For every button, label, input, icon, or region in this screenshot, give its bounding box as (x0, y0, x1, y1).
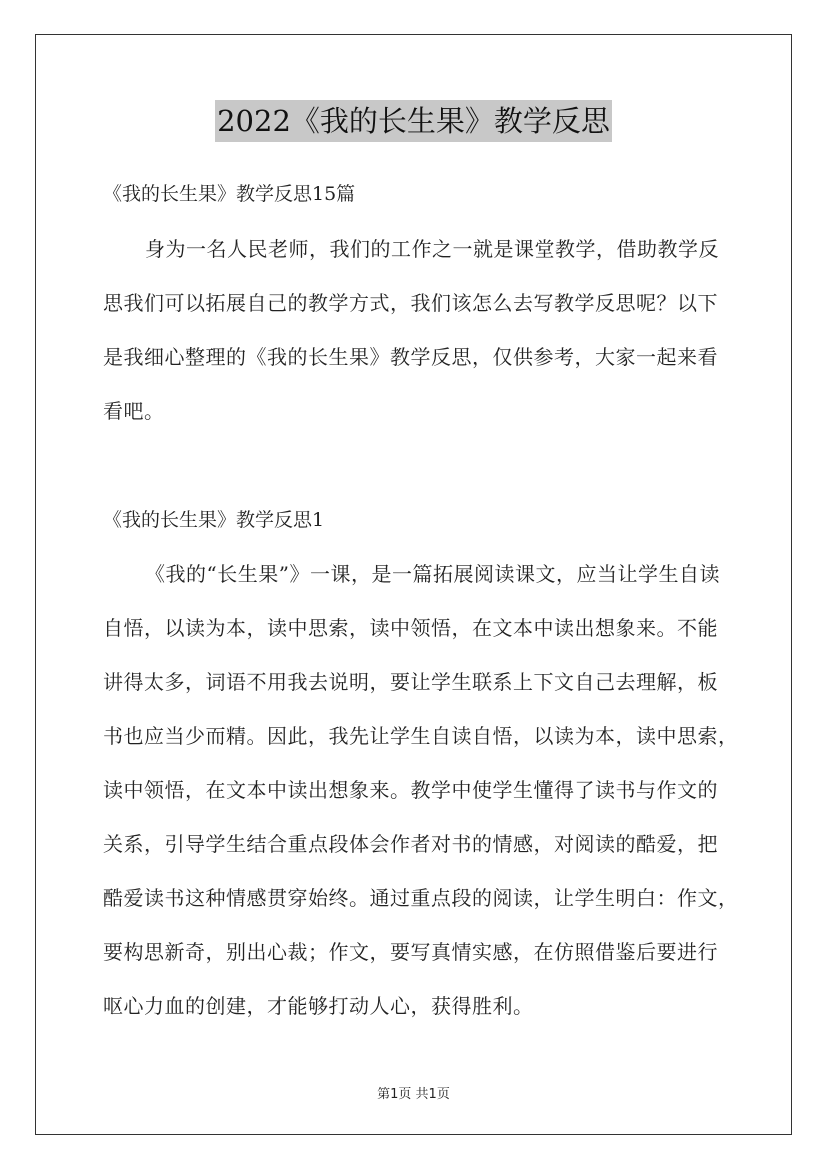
intro-line: 思我们可以拓展自己的教学方式，我们该怎么去写教学反思呢？以下 (103, 291, 718, 315)
document-title: 2022《我的长生果》教学反思 (215, 100, 612, 142)
body-line: 酷爱读书这种情感贯穿始终。通过重点段的阅读，让学生明白：作文， (103, 886, 739, 910)
body-line: 要构思新奇，别出心裁；作文，要写真情实感，在仿照借鉴后要进行 (103, 940, 718, 964)
body-line: 读中领悟，在文本中读出想象来。教学中使学生懂得了读书与作文的 (103, 778, 718, 802)
body-line: 书也应当少而精。因此，我先让学生自读自悟，以读为本，读中思索， (103, 724, 739, 748)
body-line: 《我的“长生果”》一课，是一篇拓展阅读课文，应当让学生自读 (145, 562, 720, 586)
body-line: 呕心力血的创建，才能够打动人心，获得胜利。 (103, 994, 534, 1018)
intro-line: 看吧。 (103, 399, 165, 423)
body-line: 关系，引导学生结合重点段体会作者对书的情感，对阅读的酷爱，把 (103, 832, 718, 856)
section-heading: 《我的长生果》教学反思1 (103, 509, 325, 531)
intro-line: 是我细心整理的《我的长生果》教学反思，仅供参考，大家一起来看 (103, 345, 718, 369)
body-line: 自悟，以读为本，读中思索，读中领悟，在文本中读出想象来。不能 (103, 616, 718, 640)
subtitle: 《我的长生果》教学反思15篇 (103, 183, 356, 205)
body-line: 讲得太多，词语不用我去说明，要让学生联系上下文自己去理解，板 (103, 670, 718, 694)
title-container (0, 100, 827, 142)
page-footer: 第1页 共1页 (377, 1087, 450, 1102)
intro-line: 身为一名人民老师，我们的工作之一就是课堂教学，借助教学反 (145, 237, 719, 261)
